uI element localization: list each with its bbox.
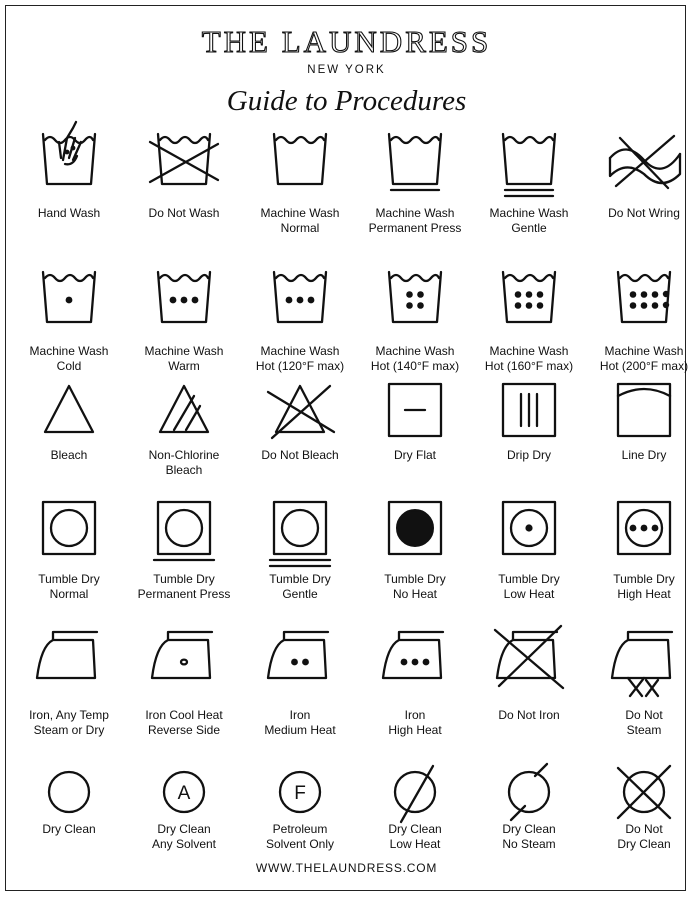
care-symbol-label-line: Do Not Iron [498, 708, 560, 722]
care-symbol-label-line: Machine Wash [260, 344, 340, 358]
care-symbol-label-line: Dry Flat [394, 448, 436, 462]
wash-warm-icon [144, 256, 224, 336]
iron-high-heat-icon [375, 616, 455, 696]
wash-hot-160-icon [489, 256, 569, 336]
care-symbol-label [467, 708, 591, 723]
tumble-dry-no-heat-icon [375, 488, 455, 568]
care-symbol-label-line: Machine Wash [260, 206, 340, 220]
care-symbol-label-line: Dry Clean [617, 837, 671, 851]
machine-wash-gentle-icon [489, 118, 569, 198]
do-not-wring-icon [604, 118, 684, 198]
do-not-iron-icon [489, 616, 569, 696]
care-symbol-label-line: Bleach [165, 463, 203, 477]
care-symbol-label-line: Dry Clean [388, 822, 442, 836]
care-symbol-label-line: Machine Wash [375, 206, 455, 220]
care-symbol-label-line: Reverse Side [147, 723, 221, 737]
wash-hot-140-icon [375, 256, 455, 336]
care-symbol-label [582, 448, 693, 463]
care-symbol-label-line: Hot (120°F max) [255, 359, 345, 373]
care-symbol-label [238, 708, 362, 738]
care-symbol-label-line: Do Not [625, 822, 663, 836]
care-symbol-label-line: Tumble Dry [269, 572, 331, 586]
care-symbol-label [238, 206, 362, 236]
dry-clean-petroleum-solvent-icon [260, 752, 340, 832]
care-symbol-label-line: Normal [280, 221, 320, 235]
care-symbol-label [7, 206, 131, 221]
care-symbol-label-line: Gentle [282, 587, 318, 601]
care-symbol-label [238, 448, 362, 463]
care-symbol-label-line: Tumble Dry [498, 572, 560, 586]
care-symbol-label-line: Machine Wash [604, 344, 684, 358]
care-symbol-label-line: High Heat [617, 587, 671, 601]
care-symbol-label-line: Warm [168, 359, 200, 373]
care-symbol-label-line: Iron Cool Heat [145, 708, 223, 722]
tumble-dry-high-heat-icon [604, 488, 684, 568]
care-symbol-label-line: No Steam [502, 837, 556, 851]
care-symbol-label-line: Iron [289, 708, 311, 722]
care-symbol-label-line: Do Not Wash [148, 206, 220, 220]
care-symbol-label-line: Normal [49, 587, 89, 601]
care-symbol-label-line: Do Not Bleach [261, 448, 339, 462]
care-symbol-label-line: Do Not Wring [608, 206, 680, 220]
care-symbol-label-line: Cold [56, 359, 82, 373]
care-symbol-label-line: High Heat [388, 723, 442, 737]
dry-clean-no-steam-icon [489, 752, 569, 832]
care-symbol-label [122, 708, 246, 738]
care-symbol-label [7, 448, 131, 463]
care-symbol-label [353, 822, 477, 852]
tumble-dry-normal-icon [29, 488, 109, 568]
care-symbol-label-line: Steam [626, 723, 662, 737]
care-symbol-label [353, 448, 477, 463]
machine-wash-normal-icon [260, 118, 340, 198]
line-dry-icon [604, 370, 684, 450]
do-not-steam-icon [604, 616, 684, 696]
care-symbol-label [467, 572, 591, 602]
wash-hot-120-icon [260, 256, 340, 336]
svg-text:F: F [294, 783, 306, 804]
care-symbol-label-line: Solvent Only [265, 837, 335, 851]
care-symbol-label-line: Machine Wash [375, 344, 455, 358]
dry-flat-icon [375, 370, 455, 450]
care-symbol-label [122, 822, 246, 852]
do-not-bleach-icon [260, 370, 340, 450]
care-symbol-label-line: Tumble Dry [384, 572, 446, 586]
page-title: Guide to Procedures [226, 85, 467, 117]
care-symbol-label-line: Non-Chlorine [148, 448, 220, 462]
care-symbol-label-line: Drip Dry [507, 448, 551, 462]
care-symbol-label-line: Machine Wash [29, 344, 109, 358]
care-symbol-label [7, 572, 131, 602]
care-symbol-label-line: No Heat [392, 587, 438, 601]
tumble-dry-low-heat-icon [489, 488, 569, 568]
do-not-dry-clean-icon [604, 752, 684, 832]
care-symbol-label [238, 822, 362, 852]
iron-cool-heat-icon [144, 616, 224, 696]
care-symbol-label [467, 448, 591, 463]
care-symbol-label-line: Dry Clean [502, 822, 556, 836]
do-not-wash-icon [144, 118, 224, 198]
care-symbol-label-line: Tumble Dry [153, 572, 215, 586]
care-symbol-label [122, 572, 246, 602]
care-symbol-label-line: Medium Heat [264, 723, 336, 737]
care-symbol-label [122, 448, 246, 478]
tumble-dry-gentle-icon [260, 488, 340, 568]
wash-cold-icon [29, 256, 109, 336]
care-symbol-label-line: Tumble Dry [613, 572, 675, 586]
care-symbol-label [467, 206, 591, 236]
care-symbol-label [467, 822, 591, 852]
website-url: WWW.THELAUNDRESS.COM [255, 861, 438, 875]
non-chlorine-bleach-icon [144, 370, 224, 450]
care-symbol-label [582, 822, 693, 852]
care-symbol-label-line: Low Heat [503, 587, 555, 601]
care-symbol-label-line: Hot (160°F max) [484, 359, 574, 373]
care-symbol-label [238, 572, 362, 602]
wash-hot-200-icon [604, 256, 684, 336]
care-symbol-label-line: Iron, Any Temp [29, 708, 109, 722]
care-symbol-label [353, 206, 477, 236]
dry-clean-icon [29, 752, 109, 832]
iron-medium-heat-icon [260, 616, 340, 696]
care-symbol-label [353, 572, 477, 602]
dry-clean-any-solvent-icon [144, 752, 224, 832]
care-symbol-label-line: Machine Wash [144, 344, 224, 358]
care-symbol-label [582, 708, 693, 738]
care-symbol-label [122, 206, 246, 221]
care-symbol-label-line: Dry Clean [157, 822, 211, 836]
care-symbol-label-line: Steam or Dry [33, 723, 105, 737]
care-symbol-label-line: Machine Wash [489, 206, 569, 220]
care-symbol-label-line: Petroleum [272, 822, 328, 836]
care-symbol-label [7, 708, 131, 738]
tumble-dry-permanent-press-icon [144, 488, 224, 568]
care-symbol-label-line: Tumble Dry [38, 572, 100, 586]
care-symbol-label-line: Any Solvent [151, 837, 217, 851]
care-symbol-label [353, 708, 477, 738]
care-symbol-label-line: Permanent Press [368, 221, 462, 235]
care-symbol-label [582, 206, 693, 221]
care-symbol-label-line: Gentle [511, 221, 547, 235]
care-symbol-label-line: Hot (140°F max) [370, 359, 460, 373]
brand-city: NEW YORK [307, 64, 386, 76]
dry-clean-low-heat-icon [375, 752, 455, 832]
care-symbol-label-line: Bleach [50, 448, 88, 462]
care-symbol-label-line: Iron [404, 708, 426, 722]
care-symbol-label-line: Dry Clean [42, 822, 96, 836]
care-symbol-label-line: Do Not [625, 708, 663, 722]
care-symbol-label-line: Low Heat [389, 837, 441, 851]
svg-text:A: A [177, 783, 191, 804]
drip-dry-icon [489, 370, 569, 450]
brand-logo-text: THE LAUNDRESS [201, 24, 492, 59]
care-symbol-label-line: Hand Wash [37, 206, 101, 220]
care-symbol-label-line: Line Dry [621, 448, 667, 462]
care-symbol-label-line: Hot (200°F max) [599, 359, 689, 373]
care-symbol-label [582, 572, 693, 602]
hand-wash-icon [29, 118, 109, 198]
care-symbol-label-line: Machine Wash [489, 344, 569, 358]
iron-any-temp-icon [29, 616, 109, 696]
bleach-icon [29, 370, 109, 450]
care-symbol-label-line: Permanent Press [137, 587, 231, 601]
machine-wash-permanent-press-icon [375, 118, 455, 198]
care-symbol-label [7, 822, 131, 837]
